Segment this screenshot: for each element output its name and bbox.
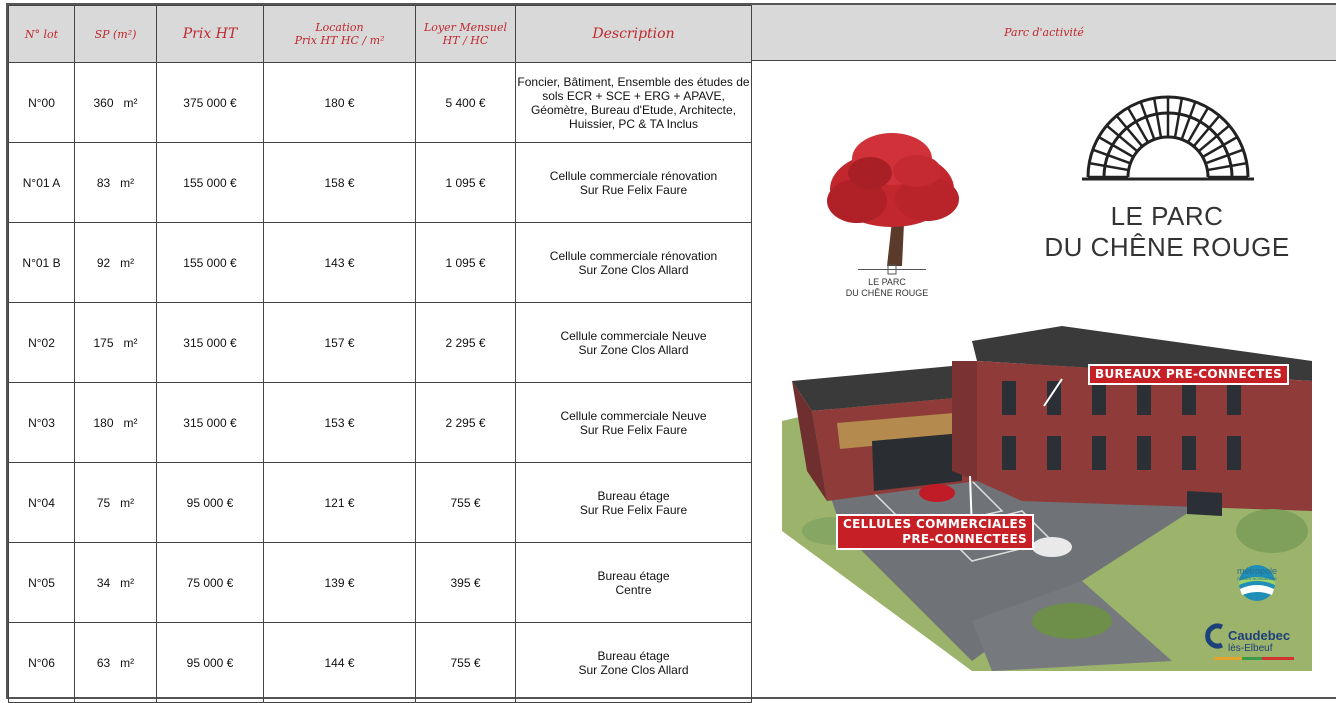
- cell-loyer: 1 095 €: [416, 223, 516, 303]
- header-prix: Prix HT: [157, 6, 264, 63]
- sp-value: 92: [96, 255, 111, 270]
- cell-lot: N°02: [9, 303, 75, 383]
- cell-location: 158 €: [264, 143, 416, 223]
- sp-value: 63: [96, 655, 111, 670]
- caudebec-text: Caudebec: [1228, 628, 1291, 643]
- sp-value: 180: [93, 415, 114, 430]
- small-brand-line1: LE PARC: [868, 277, 906, 287]
- sp-unit: m²: [120, 255, 135, 270]
- cell-location: 139 €: [264, 543, 416, 623]
- table-row: [9, 383, 752, 463]
- brochure-panel: [751, 61, 1336, 697]
- callout-cellules-line2: PRE-CONNECTEES: [902, 532, 1027, 546]
- cell-prix: 155 000 €: [157, 143, 264, 223]
- table-row: [9, 143, 752, 223]
- oak-tree-icon: [827, 133, 959, 274]
- sp-value: 83: [96, 175, 111, 190]
- callout-bureaux-text: BUREAUX PRE-CONNECTES: [1095, 367, 1283, 381]
- cell-prix: 315 000 €: [157, 383, 264, 463]
- cell-location: 180 €: [264, 63, 416, 143]
- table-header-row: [9, 6, 752, 63]
- header-lot: N° lot: [9, 6, 75, 63]
- cell-loyer: 755 €: [416, 463, 516, 543]
- table-row: [9, 543, 752, 623]
- cell-description: [516, 63, 752, 143]
- metropole-subtext: ROUEN NORMANDIE: [1236, 576, 1277, 581]
- cell-loyer: 395 €: [416, 543, 516, 623]
- description-line: Cellule commerciale rénovation: [549, 168, 718, 183]
- table-row: [9, 223, 752, 303]
- description-line: Bureau étage: [597, 648, 670, 663]
- table-row: [9, 623, 752, 703]
- brand-title-line2: DU CHÊNE ROUGE: [1044, 232, 1290, 262]
- cell-lot: N°01 B: [9, 223, 75, 303]
- cell-location: 121 €: [264, 463, 416, 543]
- callout-bureaux: [1088, 364, 1289, 385]
- sp-unit: m²: [120, 495, 135, 510]
- cell-loyer: 2 295 €: [416, 383, 516, 463]
- cell-prix: 375 000 €: [157, 63, 264, 143]
- description-line: Bureau étage: [597, 488, 670, 503]
- description-line: Géomètre, Bureau d'Etude, Architecte,: [530, 102, 737, 117]
- description-line: Sur Zone Clos Allard: [578, 662, 689, 677]
- cell-location: 157 €: [264, 303, 416, 383]
- small-brand-line2: DU CHÊNE ROUGE: [845, 288, 929, 298]
- sp-unit: m²: [120, 175, 135, 190]
- cell-description: [516, 223, 752, 303]
- header-loyer: [416, 6, 516, 63]
- cell-prix: 315 000 €: [157, 303, 264, 383]
- cell-description: [516, 143, 752, 223]
- cell-loyer: 5 400 €: [416, 63, 516, 143]
- cell-sp: [75, 303, 157, 383]
- table-row: [9, 303, 752, 383]
- arch-logo: [1082, 97, 1254, 179]
- callout-cellules-line1: CELLULES COMMERCIALES: [843, 517, 1027, 531]
- cell-prix: 95 000 €: [157, 463, 264, 543]
- cell-lot: N°05: [9, 543, 75, 623]
- small-brand-name: [812, 277, 962, 299]
- cell-lot: N°00: [9, 63, 75, 143]
- sp-unit: m²: [123, 335, 138, 350]
- cell-lot: N°06: [9, 623, 75, 703]
- cell-description: [516, 303, 752, 383]
- description-line: Sur Zone Clos Allard: [578, 342, 689, 357]
- description-line: Bureau étage: [597, 568, 670, 583]
- description-line: Sur Rue Felix Faure: [579, 182, 688, 197]
- sp-unit: m²: [120, 655, 135, 670]
- lots-table: [8, 5, 752, 703]
- description-line: Sur Zone Clos Allard: [578, 262, 689, 277]
- caudebec-subtext: lès-Elbeuf: [1228, 643, 1273, 654]
- cell-sp: [75, 623, 157, 703]
- description-line: Foncier, Bâtiment, Ensemble des études de: [517, 74, 750, 89]
- header-loyer-line1: Loyer Mensuel: [423, 21, 508, 34]
- brand-title: [1022, 201, 1312, 263]
- description-line: Cellule commerciale Neuve: [560, 328, 707, 343]
- header-location-line2: Prix HT HC / m²: [294, 34, 385, 47]
- sheet: [6, 3, 1336, 699]
- sp-unit: m²: [123, 415, 138, 430]
- sp-unit: m²: [120, 575, 135, 590]
- cell-prix: 155 000 €: [157, 223, 264, 303]
- callout-cellules: [836, 514, 1034, 550]
- sp-value: 360: [93, 95, 114, 110]
- cell-lot: N°01 A: [9, 143, 75, 223]
- caudebec-logo: [1210, 629, 1300, 655]
- sp-value: 34: [96, 575, 111, 590]
- sp-value: 175: [93, 335, 114, 350]
- header-loyer-line2: HT / HC: [442, 34, 489, 47]
- description-line: Cellule commerciale rénovation: [549, 248, 718, 263]
- header-location: [264, 6, 416, 63]
- cell-sp: [75, 143, 157, 223]
- cell-description: [516, 623, 752, 703]
- panel-header: Parc d'activité: [751, 5, 1336, 61]
- cell-sp: [75, 463, 157, 543]
- description-line: Sur Rue Felix Faure: [579, 422, 688, 437]
- header-location-line1: Location: [315, 21, 364, 34]
- description-line: Huissier, PC & TA Inclus: [569, 116, 698, 131]
- table-row: [9, 463, 752, 543]
- cell-sp: [75, 63, 157, 143]
- metropole-text: métropole: [1236, 566, 1278, 576]
- table-row: [9, 63, 752, 143]
- cell-location: 144 €: [264, 623, 416, 703]
- cell-loyer: 1 095 €: [416, 143, 516, 223]
- brand-title-line1: LE PARC: [1110, 201, 1224, 231]
- description-line: Sur Rue Felix Faure: [579, 502, 688, 517]
- cell-sp: [75, 223, 157, 303]
- header-sp: SP (m²): [75, 6, 157, 63]
- cell-description: [516, 543, 752, 623]
- cell-loyer: 2 295 €: [416, 303, 516, 383]
- cell-description: [516, 463, 752, 543]
- cell-location: 143 €: [264, 223, 416, 303]
- header-description: Description: [516, 6, 752, 63]
- description-line: sols ECR + SCE + ERG + APAVE,: [542, 88, 725, 103]
- cell-loyer: 755 €: [416, 623, 516, 703]
- cell-sp: [75, 383, 157, 463]
- cell-lot: N°03: [9, 383, 75, 463]
- sp-unit: m²: [123, 95, 138, 110]
- cell-lot: N°04: [9, 463, 75, 543]
- cell-sp: [75, 543, 157, 623]
- cell-prix: 95 000 €: [157, 623, 264, 703]
- cell-prix: 75 000 €: [157, 543, 264, 623]
- description-line: Centre: [615, 582, 652, 597]
- sp-value: 75: [96, 495, 111, 510]
- cell-description: [516, 383, 752, 463]
- cell-location: 153 €: [264, 383, 416, 463]
- description-line: Cellule commerciale Neuve: [560, 408, 707, 423]
- metropole-logo: [1222, 566, 1292, 581]
